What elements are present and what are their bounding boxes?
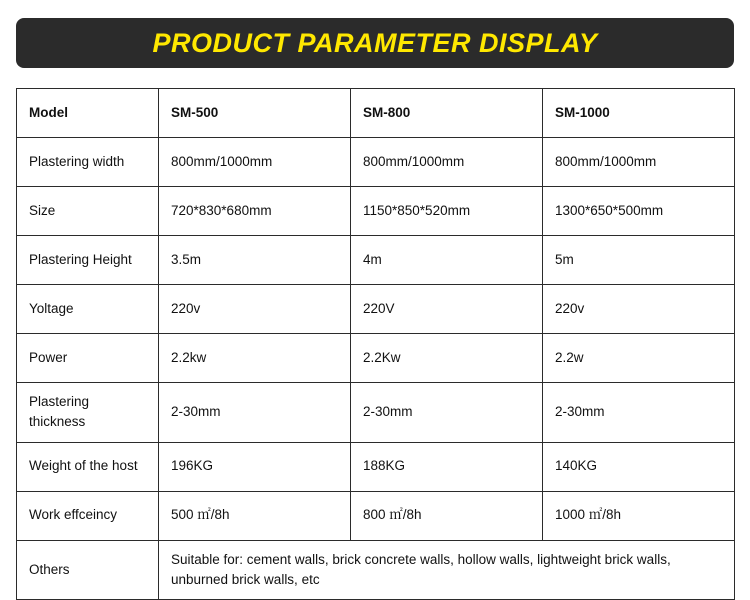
- row-value: 220v: [543, 285, 735, 334]
- row-value: 800mm/1000mm: [543, 138, 735, 187]
- row-value: 1300*650*500mm: [543, 187, 735, 236]
- row-value: 220V: [351, 285, 543, 334]
- row-label: Others: [17, 540, 159, 600]
- row-value: 196KG: [159, 442, 351, 491]
- row-value: 800mm/1000mm: [159, 138, 351, 187]
- table-header-cell: SM-1000: [543, 89, 735, 138]
- row-label: Size: [17, 187, 159, 236]
- row-label: Plastering Height: [17, 236, 159, 285]
- row-value: 2.2w: [543, 334, 735, 383]
- product-parameter-page: [0, 18, 750, 599]
- row-value: 5m: [543, 236, 735, 285]
- table-header-cell: SM-800: [351, 89, 543, 138]
- row-label: Plastering width: [17, 138, 159, 187]
- row-value: 2.2kw: [159, 334, 351, 383]
- specification-table: [16, 88, 735, 600]
- table-row: [17, 236, 735, 285]
- table-header-cell: SM-500: [159, 89, 351, 138]
- row-value: 4m: [351, 236, 543, 285]
- row-value: 720*830*680mm: [159, 187, 351, 236]
- row-value: 800 ㎡/8h: [351, 491, 543, 540]
- row-label: Work effceincy: [17, 491, 159, 540]
- row-label: Power: [17, 334, 159, 383]
- row-value: 2-30mm: [351, 383, 543, 443]
- table-row: [17, 383, 735, 443]
- row-value: 500 ㎡/8h: [159, 491, 351, 540]
- row-value: 220v: [159, 285, 351, 334]
- table-row: [17, 334, 735, 383]
- table-header-cell: Model: [17, 89, 159, 138]
- row-label: Weight of the host: [17, 442, 159, 491]
- row-value: 800mm/1000mm: [351, 138, 543, 187]
- table-header-row: [17, 89, 735, 138]
- row-value-merged: Suitable for: cement walls, brick concrete walls, hollow walls, lightweight brick walls, unburned brick walls, etc: [159, 540, 735, 600]
- banner: [16, 18, 734, 68]
- row-value: 2-30mm: [543, 383, 735, 443]
- row-label: Yoltage: [17, 285, 159, 334]
- row-value: 2.2Kw: [351, 334, 543, 383]
- row-value: 3.5m: [159, 236, 351, 285]
- page-title: PRODUCT PARAMETER DISPLAY: [152, 27, 598, 58]
- table-row: [17, 491, 735, 540]
- row-value: 188KG: [351, 442, 543, 491]
- row-value: 2-30mm: [159, 383, 351, 443]
- table-row: [17, 285, 735, 334]
- row-value: 1000 ㎡/8h: [543, 491, 735, 540]
- table-row: [17, 187, 735, 236]
- table-row: [17, 442, 735, 491]
- table-row: [17, 540, 735, 600]
- table-row: [17, 138, 735, 187]
- row-value: 1150*850*520mm: [351, 187, 543, 236]
- row-value: 140KG: [543, 442, 735, 491]
- row-label: Plastering thickness: [17, 383, 159, 443]
